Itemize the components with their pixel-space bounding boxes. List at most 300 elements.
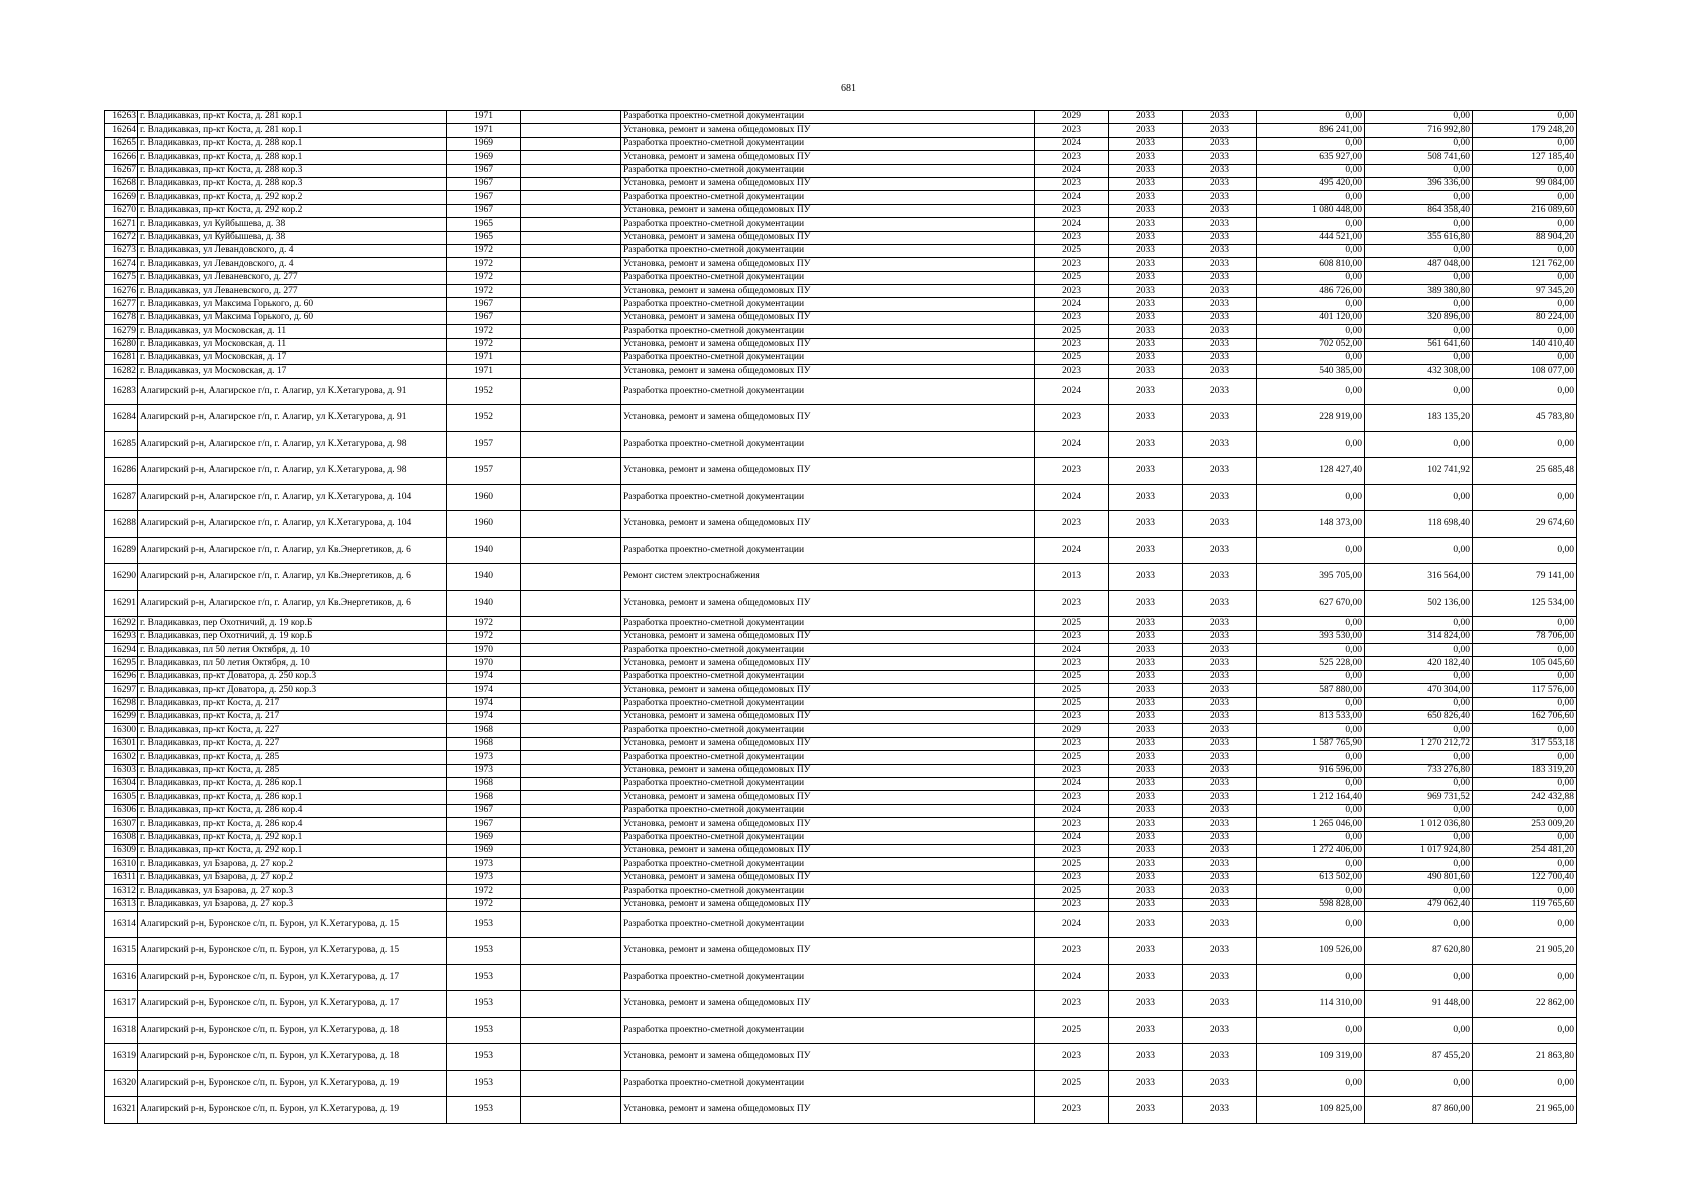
- row-number-cell: 16316: [105, 964, 138, 991]
- row-number-cell: 16320: [105, 1070, 138, 1097]
- build-year-cell: 1973: [447, 858, 521, 871]
- row-number-cell: 16310: [105, 858, 138, 871]
- row-number-cell: 16285: [105, 431, 138, 458]
- work-type-cell: Установка, ремонт и замена общедомовых ПУ: [621, 711, 1035, 724]
- total-cost-cell: 0,00: [1257, 858, 1365, 871]
- work-type-cell: Установка, ремонт и замена общедомовых ПУ: [621, 124, 1035, 137]
- fund-cost-cell: 508 741,60: [1365, 151, 1473, 164]
- row-number-cell: 16296: [105, 670, 138, 683]
- table-row: [105, 858, 1577, 871]
- year-cell: 2033: [1183, 285, 1257, 298]
- address-cell: г. Владикавказ, ул Леваневского, д. 277: [138, 285, 447, 298]
- year-cell: 2033: [1183, 630, 1257, 643]
- build-year-cell: 1957: [447, 458, 521, 485]
- planned-year-cell: 2023: [1035, 204, 1109, 217]
- year-cell: 2033: [1183, 1017, 1257, 1044]
- table-row: [105, 124, 1577, 137]
- table-row: [105, 191, 1577, 204]
- row-number-cell: 16272: [105, 231, 138, 244]
- fund-cost-cell: 0,00: [1365, 858, 1473, 871]
- table-row: [105, 164, 1577, 177]
- build-year-cell: 1974: [447, 684, 521, 697]
- fund-cost-cell: 1 270 212,72: [1365, 737, 1473, 750]
- address-cell: г. Владикавказ, пр-кт Коста, д. 281 кор.1: [138, 111, 447, 124]
- build-year-cell: 1967: [447, 804, 521, 817]
- total-cost-cell: 109 319,00: [1257, 1044, 1365, 1071]
- address-cell: г. Владикавказ, ул Московская, д. 11: [138, 338, 447, 351]
- year-cell: 2033: [1183, 325, 1257, 338]
- year-cell: 2033: [1183, 804, 1257, 817]
- address-cell: Алагирский р-н, Алагирское г/п, г. Алагир, ул Кв.Энергетиков, д. 6: [138, 537, 447, 564]
- year-cell: 2033: [1183, 191, 1257, 204]
- row-number-cell: 16291: [105, 590, 138, 617]
- row-number-cell: 16315: [105, 938, 138, 965]
- table-row: [105, 644, 1577, 657]
- year-cell: 2033: [1109, 858, 1183, 871]
- empty-cell: [521, 231, 621, 244]
- table-row: [105, 818, 1577, 831]
- work-type-cell: Разработка проектно-сметной документации: [621, 164, 1035, 177]
- build-year-cell: 1969: [447, 844, 521, 857]
- address-cell: Алагирский р-н, Буронское с/п, п. Бурон, ул К.Хетагурова, д. 18: [138, 1044, 447, 1071]
- table-row: [105, 111, 1577, 124]
- fund-cost-cell: 0,00: [1365, 724, 1473, 737]
- address-cell: г. Владикавказ, пр-кт Коста, д. 286 кор.1: [138, 778, 447, 791]
- build-year-cell: 1972: [447, 325, 521, 338]
- fund-cost-cell: 87 620,80: [1365, 938, 1473, 965]
- planned-year-cell: 2025: [1035, 325, 1109, 338]
- table-row: [105, 764, 1577, 777]
- row-number-cell: 16274: [105, 258, 138, 271]
- work-type-cell: Разработка проектно-сметной документации: [621, 325, 1035, 338]
- planned-year-cell: 2023: [1035, 338, 1109, 351]
- table-row: [105, 885, 1577, 898]
- address-cell: г. Владикавказ, ул Бзарова, д. 27 кор.3: [138, 885, 447, 898]
- fund-cost-cell: 0,00: [1365, 164, 1473, 177]
- table-row: [105, 137, 1577, 150]
- build-year-cell: 1953: [447, 1070, 521, 1097]
- year-cell: 2033: [1109, 644, 1183, 657]
- year-cell: 2033: [1183, 177, 1257, 190]
- year-cell: 2033: [1183, 991, 1257, 1018]
- build-year-cell: 1953: [447, 964, 521, 991]
- table-row: [105, 511, 1577, 538]
- work-type-cell: Разработка проектно-сметной документации: [621, 537, 1035, 564]
- planned-year-cell: 2023: [1035, 1097, 1109, 1124]
- work-type-cell: Установка, ремонт и замена общедомовых ПУ: [621, 311, 1035, 324]
- year-cell: 2033: [1183, 298, 1257, 311]
- owner-cost-cell: 0,00: [1473, 537, 1577, 564]
- year-cell: 2033: [1109, 617, 1183, 630]
- empty-cell: [521, 778, 621, 791]
- year-cell: 2033: [1183, 204, 1257, 217]
- year-cell: 2033: [1183, 484, 1257, 511]
- year-cell: 2033: [1109, 177, 1183, 190]
- fund-cost-cell: 0,00: [1365, 111, 1473, 124]
- year-cell: 2033: [1109, 737, 1183, 750]
- address-cell: г. Владикавказ, пр-кт Коста, д. 286 кор.4: [138, 818, 447, 831]
- fund-cost-cell: 0,00: [1365, 431, 1473, 458]
- planned-year-cell: 2023: [1035, 458, 1109, 485]
- planned-year-cell: 2024: [1035, 911, 1109, 938]
- build-year-cell: 1967: [447, 818, 521, 831]
- year-cell: 2033: [1109, 724, 1183, 737]
- year-cell: 2033: [1183, 378, 1257, 405]
- year-cell: 2033: [1183, 844, 1257, 857]
- empty-cell: [521, 1044, 621, 1071]
- planned-year-cell: 2025: [1035, 751, 1109, 764]
- row-number-cell: 16283: [105, 378, 138, 405]
- row-number-cell: 16314: [105, 911, 138, 938]
- table-row: [105, 911, 1577, 938]
- total-cost-cell: 0,00: [1257, 670, 1365, 683]
- planned-year-cell: 2023: [1035, 405, 1109, 432]
- work-type-cell: Установка, ремонт и замена общедомовых ПУ: [621, 590, 1035, 617]
- table-row: [105, 898, 1577, 911]
- year-cell: 2033: [1183, 271, 1257, 284]
- planned-year-cell: 2023: [1035, 630, 1109, 643]
- total-cost-cell: 0,00: [1257, 911, 1365, 938]
- row-number-cell: 16308: [105, 831, 138, 844]
- owner-cost-cell: 80 224,00: [1473, 311, 1577, 324]
- planned-year-cell: 2025: [1035, 617, 1109, 630]
- address-cell: г. Владикавказ, пр-кт Коста, д. 286 кор.4: [138, 804, 447, 817]
- empty-cell: [521, 938, 621, 965]
- planned-year-cell: 2024: [1035, 191, 1109, 204]
- table-row: [105, 151, 1577, 164]
- build-year-cell: 1972: [447, 271, 521, 284]
- owner-cost-cell: 0,00: [1473, 191, 1577, 204]
- table-body: [105, 111, 1577, 1124]
- row-number-cell: 16266: [105, 151, 138, 164]
- year-cell: 2033: [1109, 697, 1183, 710]
- empty-cell: [521, 858, 621, 871]
- empty-cell: [521, 657, 621, 670]
- work-type-cell: Разработка проектно-сметной документации: [621, 831, 1035, 844]
- empty-cell: [521, 325, 621, 338]
- empty-cell: [521, 458, 621, 485]
- total-cost-cell: 0,00: [1257, 697, 1365, 710]
- planned-year-cell: 2025: [1035, 697, 1109, 710]
- table-row: [105, 1070, 1577, 1097]
- build-year-cell: 1960: [447, 511, 521, 538]
- total-cost-cell: 0,00: [1257, 352, 1365, 365]
- empty-cell: [521, 885, 621, 898]
- owner-cost-cell: 21 905,20: [1473, 938, 1577, 965]
- total-cost-cell: 613 502,00: [1257, 871, 1365, 884]
- row-number-cell: 16299: [105, 711, 138, 724]
- total-cost-cell: 896 241,00: [1257, 124, 1365, 137]
- total-cost-cell: 598 828,00: [1257, 898, 1365, 911]
- work-type-cell: Установка, ремонт и замена общедомовых ПУ: [621, 204, 1035, 217]
- owner-cost-cell: 22 862,00: [1473, 991, 1577, 1018]
- empty-cell: [521, 1070, 621, 1097]
- table-row: [105, 938, 1577, 965]
- owner-cost-cell: 0,00: [1473, 431, 1577, 458]
- work-type-cell: Установка, ремонт и замена общедомовых ПУ: [621, 684, 1035, 697]
- build-year-cell: 1953: [447, 911, 521, 938]
- owner-cost-cell: 105 045,60: [1473, 657, 1577, 670]
- build-year-cell: 1953: [447, 1097, 521, 1124]
- year-cell: 2033: [1183, 871, 1257, 884]
- work-type-cell: Разработка проектно-сметной документации: [621, 431, 1035, 458]
- table-row: [105, 365, 1577, 378]
- empty-cell: [521, 124, 621, 137]
- work-type-cell: Установка, ремонт и замена общедомовых ПУ: [621, 1097, 1035, 1124]
- empty-cell: [521, 1097, 621, 1124]
- empty-cell: [521, 111, 621, 124]
- planned-year-cell: 2023: [1035, 258, 1109, 271]
- owner-cost-cell: 0,00: [1473, 724, 1577, 737]
- owner-cost-cell: 97 345,20: [1473, 285, 1577, 298]
- build-year-cell: 1974: [447, 670, 521, 683]
- build-year-cell: 1972: [447, 630, 521, 643]
- year-cell: 2033: [1183, 684, 1257, 697]
- year-cell: 2033: [1109, 191, 1183, 204]
- planned-year-cell: 2025: [1035, 1070, 1109, 1097]
- build-year-cell: 1974: [447, 711, 521, 724]
- total-cost-cell: 0,00: [1257, 537, 1365, 564]
- build-year-cell: 1971: [447, 124, 521, 137]
- year-cell: 2033: [1109, 537, 1183, 564]
- empty-cell: [521, 298, 621, 311]
- build-year-cell: 1972: [447, 338, 521, 351]
- address-cell: г. Владикавказ, пр-кт Коста, д. 288 кор.3: [138, 164, 447, 177]
- owner-cost-cell: 0,00: [1473, 218, 1577, 231]
- empty-cell: [521, 191, 621, 204]
- table-row: [105, 537, 1577, 564]
- empty-cell: [521, 431, 621, 458]
- total-cost-cell: 0,00: [1257, 431, 1365, 458]
- total-cost-cell: 702 052,00: [1257, 338, 1365, 351]
- fund-cost-cell: 0,00: [1365, 325, 1473, 338]
- fund-cost-cell: 0,00: [1365, 537, 1473, 564]
- year-cell: 2033: [1109, 871, 1183, 884]
- table-row: [105, 285, 1577, 298]
- year-cell: 2033: [1109, 298, 1183, 311]
- empty-cell: [521, 711, 621, 724]
- year-cell: 2033: [1183, 938, 1257, 965]
- address-cell: Алагирский р-н, Буронское с/п, п. Бурон, ул К.Хетагурова, д. 19: [138, 1070, 447, 1097]
- work-type-cell: Разработка проектно-сметной документации: [621, 858, 1035, 871]
- year-cell: 2033: [1183, 778, 1257, 791]
- owner-cost-cell: 79 141,00: [1473, 564, 1577, 591]
- fund-cost-cell: 0,00: [1365, 831, 1473, 844]
- work-type-cell: Разработка проектно-сметной документации: [621, 751, 1035, 764]
- year-cell: 2033: [1109, 352, 1183, 365]
- build-year-cell: 1969: [447, 137, 521, 150]
- work-type-cell: Установка, ремонт и замена общедомовых ПУ: [621, 405, 1035, 432]
- work-type-cell: Установка, ремонт и замена общедомовых ПУ: [621, 258, 1035, 271]
- planned-year-cell: 2025: [1035, 244, 1109, 257]
- address-cell: г. Владикавказ, ул Бзарова, д. 27 кор.2: [138, 858, 447, 871]
- work-type-cell: Разработка проектно-сметной документации: [621, 1070, 1035, 1097]
- year-cell: 2033: [1109, 271, 1183, 284]
- year-cell: 2033: [1109, 898, 1183, 911]
- owner-cost-cell: 216 089,60: [1473, 204, 1577, 217]
- planned-year-cell: 2023: [1035, 311, 1109, 324]
- address-cell: г. Владикавказ, ул Куйбышева, д. 38: [138, 218, 447, 231]
- address-cell: Алагирский р-н, Алагирское г/п, г. Алагир, ул К.Хетагурова, д. 98: [138, 458, 447, 485]
- build-year-cell: 1965: [447, 231, 521, 244]
- planned-year-cell: 2025: [1035, 858, 1109, 871]
- fund-cost-cell: 420 182,40: [1365, 657, 1473, 670]
- year-cell: 2033: [1109, 311, 1183, 324]
- fund-cost-cell: 0,00: [1365, 484, 1473, 511]
- total-cost-cell: 0,00: [1257, 751, 1365, 764]
- year-cell: 2033: [1109, 844, 1183, 857]
- work-type-cell: Разработка проектно-сметной документации: [621, 1017, 1035, 1044]
- table-row: [105, 804, 1577, 817]
- total-cost-cell: 109 526,00: [1257, 938, 1365, 965]
- owner-cost-cell: 108 077,00: [1473, 365, 1577, 378]
- table-row: [105, 458, 1577, 485]
- repair-program-table: [104, 110, 1577, 1124]
- row-number-cell: 16275: [105, 271, 138, 284]
- planned-year-cell: 2025: [1035, 670, 1109, 683]
- year-cell: 2033: [1109, 431, 1183, 458]
- build-year-cell: 1970: [447, 644, 521, 657]
- owner-cost-cell: 0,00: [1473, 911, 1577, 938]
- row-number-cell: 16269: [105, 191, 138, 204]
- empty-cell: [521, 311, 621, 324]
- address-cell: г. Владикавказ, пер Охотничий, д. 19 кор.Б: [138, 617, 447, 630]
- year-cell: 2033: [1183, 124, 1257, 137]
- work-type-cell: Разработка проектно-сметной документации: [621, 697, 1035, 710]
- year-cell: 2033: [1183, 431, 1257, 458]
- work-type-cell: Разработка проектно-сметной документации: [621, 644, 1035, 657]
- total-cost-cell: 401 120,00: [1257, 311, 1365, 324]
- planned-year-cell: 2023: [1035, 764, 1109, 777]
- owner-cost-cell: 0,00: [1473, 1017, 1577, 1044]
- table-row: [105, 590, 1577, 617]
- table-row: [105, 204, 1577, 217]
- owner-cost-cell: 0,00: [1473, 1070, 1577, 1097]
- table-row: [105, 751, 1577, 764]
- year-cell: 2033: [1183, 244, 1257, 257]
- table-row: [105, 311, 1577, 324]
- fund-cost-cell: 183 135,20: [1365, 405, 1473, 432]
- row-number-cell: 16265: [105, 137, 138, 150]
- fund-cost-cell: 1 017 924,80: [1365, 844, 1473, 857]
- owner-cost-cell: 119 765,60: [1473, 898, 1577, 911]
- fund-cost-cell: 716 992,80: [1365, 124, 1473, 137]
- fund-cost-cell: 0,00: [1365, 697, 1473, 710]
- year-cell: 2033: [1109, 204, 1183, 217]
- owner-cost-cell: 0,00: [1473, 644, 1577, 657]
- address-cell: г. Владикавказ, пр-кт Коста, д. 292 кор.2: [138, 204, 447, 217]
- work-type-cell: Разработка проектно-сметной документации: [621, 137, 1035, 150]
- empty-cell: [521, 484, 621, 511]
- year-cell: 2033: [1109, 711, 1183, 724]
- build-year-cell: 1967: [447, 191, 521, 204]
- row-number-cell: 16306: [105, 804, 138, 817]
- empty-cell: [521, 164, 621, 177]
- row-number-cell: 16264: [105, 124, 138, 137]
- year-cell: 2033: [1109, 590, 1183, 617]
- build-year-cell: 1940: [447, 590, 521, 617]
- address-cell: Алагирский р-н, Алагирское г/п, г. Алагир, ул К.Хетагурова, д. 91: [138, 405, 447, 432]
- address-cell: г. Владикавказ, пр-кт Коста, д. 288 кор.1: [138, 151, 447, 164]
- total-cost-cell: 486 726,00: [1257, 285, 1365, 298]
- owner-cost-cell: 25 685,48: [1473, 458, 1577, 485]
- owner-cost-cell: 140 410,40: [1473, 338, 1577, 351]
- owner-cost-cell: 117 576,00: [1473, 684, 1577, 697]
- address-cell: Алагирский р-н, Алагирское г/п, г. Алагир, ул К.Хетагурова, д. 98: [138, 431, 447, 458]
- year-cell: 2033: [1183, 858, 1257, 871]
- row-number-cell: 16267: [105, 164, 138, 177]
- row-number-cell: 16286: [105, 458, 138, 485]
- owner-cost-cell: 0,00: [1473, 617, 1577, 630]
- build-year-cell: 1952: [447, 405, 521, 432]
- row-number-cell: 16292: [105, 617, 138, 630]
- work-type-cell: Разработка проектно-сметной документации: [621, 911, 1035, 938]
- year-cell: 2033: [1183, 885, 1257, 898]
- work-type-cell: Разработка проектно-сметной документации: [621, 670, 1035, 683]
- fund-cost-cell: 389 380,80: [1365, 285, 1473, 298]
- address-cell: Алагирский р-н, Буронское с/п, п. Бурон, ул К.Хетагурова, д. 17: [138, 991, 447, 1018]
- year-cell: 2033: [1183, 338, 1257, 351]
- total-cost-cell: 587 880,00: [1257, 684, 1365, 697]
- build-year-cell: 1973: [447, 751, 521, 764]
- work-type-cell: Разработка проектно-сметной документации: [621, 218, 1035, 231]
- total-cost-cell: 0,00: [1257, 378, 1365, 405]
- build-year-cell: 1967: [447, 177, 521, 190]
- planned-year-cell: 2024: [1035, 484, 1109, 511]
- total-cost-cell: 525 228,00: [1257, 657, 1365, 670]
- total-cost-cell: 0,00: [1257, 964, 1365, 991]
- total-cost-cell: 0,00: [1257, 325, 1365, 338]
- row-number-cell: 16288: [105, 511, 138, 538]
- empty-cell: [521, 991, 621, 1018]
- planned-year-cell: 2024: [1035, 644, 1109, 657]
- fund-cost-cell: 355 616,80: [1365, 231, 1473, 244]
- fund-cost-cell: 316 564,00: [1365, 564, 1473, 591]
- work-type-cell: Разработка проектно-сметной документации: [621, 191, 1035, 204]
- address-cell: г. Владикавказ, пр-кт Доватора, д. 250 кор.3: [138, 670, 447, 683]
- row-number-cell: 16268: [105, 177, 138, 190]
- table-row: [105, 484, 1577, 511]
- year-cell: 2033: [1109, 244, 1183, 257]
- fund-cost-cell: 396 336,00: [1365, 177, 1473, 190]
- year-cell: 2033: [1109, 778, 1183, 791]
- table-row: [105, 1017, 1577, 1044]
- planned-year-cell: 2024: [1035, 164, 1109, 177]
- year-cell: 2033: [1183, 764, 1257, 777]
- page-number: 681: [841, 83, 856, 94]
- build-year-cell: 1967: [447, 311, 521, 324]
- fund-cost-cell: 487 048,00: [1365, 258, 1473, 271]
- total-cost-cell: 1 212 164,40: [1257, 791, 1365, 804]
- total-cost-cell: 114 310,00: [1257, 991, 1365, 1018]
- planned-year-cell: 2023: [1035, 991, 1109, 1018]
- table-row: [105, 791, 1577, 804]
- year-cell: 2033: [1183, 258, 1257, 271]
- fund-cost-cell: 470 304,00: [1365, 684, 1473, 697]
- row-number-cell: 16270: [105, 204, 138, 217]
- total-cost-cell: 0,00: [1257, 484, 1365, 511]
- row-number-cell: 16280: [105, 338, 138, 351]
- planned-year-cell: 2029: [1035, 111, 1109, 124]
- address-cell: г. Владикавказ, пл 50 летия Октября, д. 10: [138, 657, 447, 670]
- total-cost-cell: 148 373,00: [1257, 511, 1365, 538]
- fund-cost-cell: 0,00: [1365, 644, 1473, 657]
- row-number-cell: 16303: [105, 764, 138, 777]
- empty-cell: [521, 964, 621, 991]
- year-cell: 2033: [1183, 644, 1257, 657]
- planned-year-cell: 2023: [1035, 711, 1109, 724]
- row-number-cell: 16282: [105, 365, 138, 378]
